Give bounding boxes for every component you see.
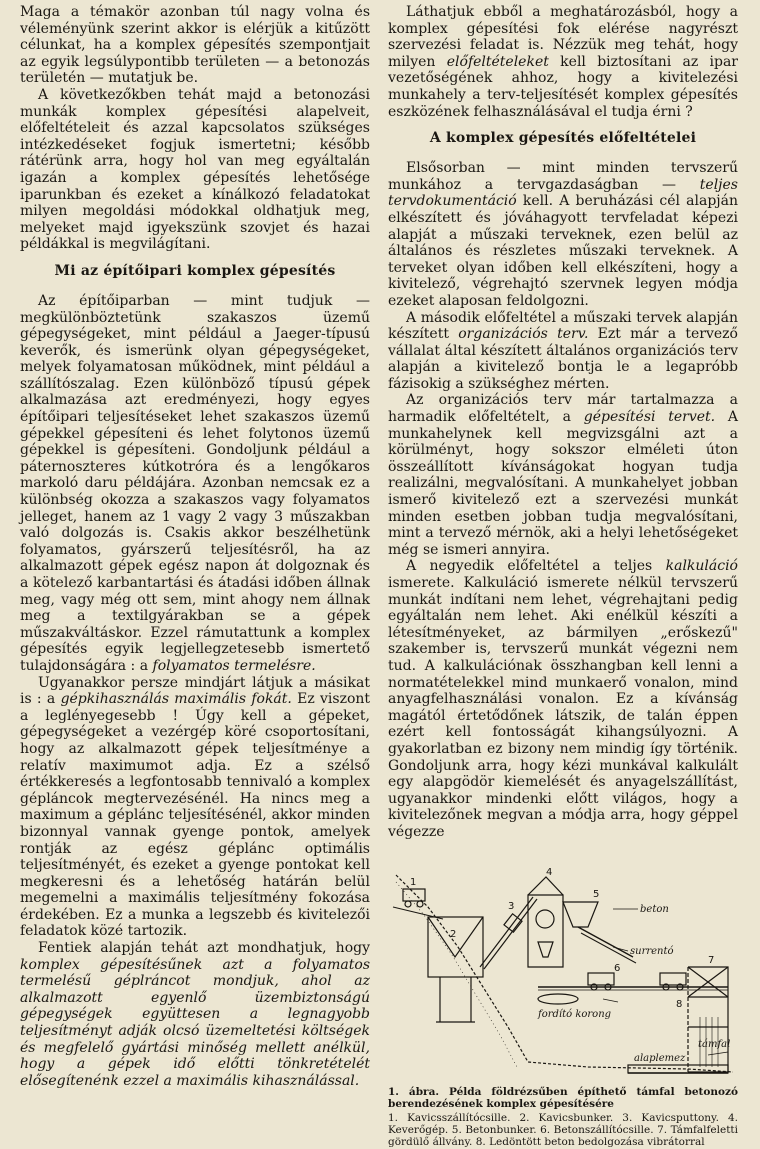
figure-number: 6	[614, 962, 621, 974]
figure-label: alaplemez	[634, 1052, 686, 1064]
figure-caption	[388, 1086, 738, 1149]
figure-number: 5	[593, 888, 600, 900]
figure-label: támfal	[698, 1038, 731, 1050]
paragraph: A következőkben tehát majd a betonozási munkák komplex gépesítési alapelveit, előfeltételeit és azzal kapcsolatos szükséges intézkedéseket fogjuk ismertetni; később rátérünk arra, hogy hol van meg egyáltalán igazán a komplex gépesítés lehetősége iparunkban és ezeket a kínálkozó feladatokat milyen megoldási módokkal oldhatjuk meg, melyeket majd igyekszünk szovjet és hazai példákkal is megvilágítani.	[20, 86, 370, 253]
emphasis: gépkihasználás maximális fokát.	[60, 691, 292, 708]
section-heading: Mi az építőipari komplex gépesítés	[54, 262, 336, 279]
figure	[388, 847, 738, 1149]
paragraph: Az építőiparban — mint tudjuk — megkülönböztetünk szakaszos üzemű gépegységeket, mint például a Jaeger-típusú keverők, és ismerünk olyan gépegységeket, melyek folyamatosan működnek, mint például a szállítószalag. Ezen különböző típusú gépek alkalmazása azt eredményezi, hogy egyes építőipari teljesítéseket lehet szakaszos üzemű gépekkel gépesíteni és lehet folytonos üzemű gépekkel is gépesíteni. Gondoljunk például a páternoszteres kútkotróra és a lengőkaros markoló daru példájára. Azonban nemcsak ez a különbség okozza a szakaszos vagy folyamatos jelleget, hanem az 1 vagy 2 vagy 3 műszakban való dolgozás is. Csakis akkor beszélhetünk folyamatos, gyárszerű teljesítésről, ha az alkalmazott gépek egész napon át dolgoznak és a kötelező karbantartási és átadási időben állnak meg, vagy még ott sem, mint ahogy nem állnak meg a textilgyárakban se a gépek műszakváltáskor. Ezzel rámutattunk a komplex gépesítés egyik legjellegzetesebb ismertető tulajdonságára : a folyamatos termelésre.	[20, 292, 370, 674]
figure-number: 1	[410, 876, 417, 888]
paragraph: A negyedik előfeltétel a teljes kalkuláció ismerete. Kalkuláció ismerete nélkül tervszerű munkát indítani nem lehet, végrehajtani pedig egyáltalán nem lehet. Aki enélkül készíti a létesítményeket, az bármilyen „erőskezű" szakember is, tervszerű munkát végezni nem tud. A kalkulációnak összhangban kell lenni a normatételekkel mind munkaerő vonalon, mind anyagfelhasználási vonalon. Ez a kívánság magától értetődőnek látszik, de talán éppen ezért kell fontosságát kihangsúlyozni. A gyakorlatban ez bizony nem mindig így történik. Gondoljunk arra, hogy kézi munkával kalkulált egy alapgödör kiemelését és anyagelszállítást, ugyanakkor mindenki előtt világos, hogy a kivitelezőnek megvan a módja arra, hogy géppel végezze	[388, 558, 738, 840]
paragraph: Maga a témakör azonban túl nagy volna és véleményünk szerint akkor is elérjük a kitűzött célunkat, ha a komplex gépesítés szempontjait az egyik legsúlypontibb területen — a betonozás területén — mutatjuk be.	[20, 4, 370, 87]
emphasis: kalkuláció	[665, 558, 738, 575]
left-column	[20, 4, 370, 1089]
figure-label: surrentó	[630, 945, 674, 957]
figure-drawing	[388, 847, 738, 1082]
emphasis: komplex gépesítésűnek azt a folyamatos termelésű géplráncot mondjuk, ahol az alkalmazott egyenlő üzembiztonságú gépegységek együttesen a legnagyobb teljesítményt adják olcsó üzemeltetési költségek és megfelelő gyártási minőség mellett anélkül, hogy a gépek idő előtti tönkretételét elősegítenénk ezzel a maximális kihasználással.	[20, 956, 370, 1089]
emphasis: folyamatos termelésre.	[152, 657, 316, 674]
paragraph: Ugyanakkor persze mindjárt látjuk a másikat is : a gépkihasználás maximális fokát. Ez viszont a leglényegesebb ! Úgy kell a gépeket, gépegységeket a vezérgép köré csoportosítani, hogy az alkalmazott gépek teljesítménye a relatív maximumot adja. Ez a szélső értékkeresés a legfontosabb tennivaló a komplex gépláncok megtervezésénél. Ha nincs meg a maximum a géplánc teljesítésénél, akkor minden bizonnyal vannak gyenge pontok, amelyek rontják az egész géplánc optimális teljesítményét, és ezeket a gyenge pontokat kell megkeresni és a lehetőség határán belül megemelni a maximális teljesítmény fokozása érdekében. Ez a munka a legszebb és kivitelezői feladatok közé tartozik.	[20, 674, 371, 940]
figure-number: 2	[450, 928, 457, 940]
right-column	[388, 4, 738, 1149]
paragraph: Az organizációs terv már tartalmazza a harmadik előfeltételt, a gépesítési tervet. A munkahelynek kell megvizsgálni azt a körülményt, hogy sokszor elméleti úton összeállított kívánságokat hogyan tudja realizálni, megvalósítani. A munkahelyet jobban ismerő kivitelező ezt a szervezési munkát minden esetben jobban tudja megvalósítani, mint a tervező mérnök, aki a helyi lehetőségeket még se ismeri annyira.	[388, 392, 738, 558]
paragraph: Láthatjuk ebből a meghatározásból, hogy a komplex gépesítési fok elérése nagyrészt szervezési feladat is. Nézzük meg tehát, hogy milyen előfeltételeket kell biztosítani az ipar vezetőségének ahhoz, hogy a kivitelezési munkahely a terv-teljesítését komplex gépesítés eszközének felhasználásával el tudja érni ?	[388, 4, 738, 120]
emphasis: teljes tervdokumentáció	[388, 176, 738, 210]
paragraph: Fentiek alapján tehát azt mondhatjuk, hogy komplex gépesítésűnek azt a folyamatos termelésű géplráncot mondjuk, ahol az alkalmazott egyenlő üzembiztonságú gépegységek együttesen a legnagyobb teljesítményt adják olcsó üzemeltetési költségek és megfelelő gyártási minőség mellett anélkül, hogy a gépek idő előtti tönkretételét elősegítenénk ezzel a maximális kihasználással.	[20, 940, 370, 1089]
emphasis: előfeltételeket	[446, 53, 549, 70]
section-heading: A komplex gépesítés előfeltételei	[429, 130, 697, 147]
emphasis: gépesítési tervet.	[583, 409, 716, 426]
paragraph: A második előfeltétel a műszaki tervek alapján készített organizációs terv. Ezt már a tervező vállalat által készített általános organizációs terv alapján a kivitelező bontja le a legapróbb fázisokig a szükséghez mérten.	[388, 309, 738, 392]
figure-number: 7	[708, 954, 715, 966]
figure-caption-title: 1. ábra. Példa földrézsűben építhető támfal betonozó berendezésének komplex gépesítésére	[388, 1085, 738, 1110]
paragraph: Elsősorban — mint minden tervszerű munkához a tervgazdaságban — teljes tervdokumentáció kell. A beruházási cél alapján elkészített és jóváhagyott tervfeladat képezi alapját a műszaki terveknek, ezen belül az általános és részletes műszaki terveknek. A terveket olyan időben kell elkészíteni, hogy a kivitelező, végrehajtó szervnek legyen módja ezeket alaposan feldolgozni.	[388, 160, 738, 309]
figure-caption-legend: 1. Kavicsszállítócsille. 2. Kavicsbunker. 3. Kavicsputtony. 4. Keverőgép. 5. Betonbunker. 6. Betonszállítócsille. 7. Támfalfeletti gördülő állvány. 8. Ledöntött beton bedolgozása vibrátorral	[388, 1111, 738, 1149]
figure-label: fordító korong	[538, 1008, 612, 1020]
figure-label: beton	[640, 903, 669, 915]
figure-number: 8	[676, 998, 683, 1010]
figure-number: 3	[508, 900, 515, 912]
figure-number: 4	[546, 866, 553, 878]
emphasis: organizációs terv.	[458, 326, 589, 343]
